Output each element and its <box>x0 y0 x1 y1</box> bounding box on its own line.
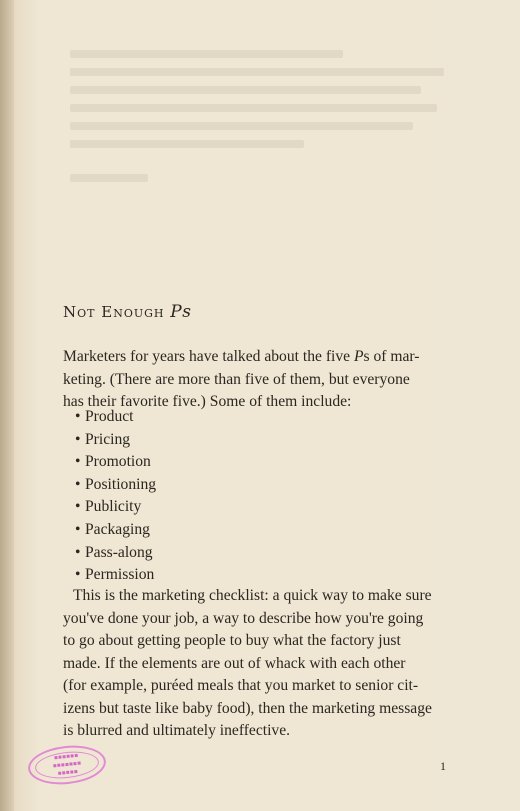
bullet-icon: • <box>75 430 81 448</box>
list-item: • Promotion <box>75 451 156 474</box>
bullet-icon: • <box>75 475 81 493</box>
list-item: • Pass-along <box>75 542 156 565</box>
bullet-icon: • <box>75 498 81 516</box>
paragraph-line: you've done your job, a way to describe how you're going <box>63 609 424 627</box>
paragraph-line: (for example, puréed meals that you market to senior cit- <box>63 677 419 694</box>
bullet-icon: • <box>75 408 81 425</box>
list-item: • Pricing <box>75 429 156 452</box>
list-item: • Positioning <box>75 474 156 497</box>
five-ps-list <box>75 406 156 587</box>
list-item: • Packaging <box>75 519 156 542</box>
intro-paragraph <box>63 346 458 414</box>
paragraph-line: made. If the elements are out of whack with each other <box>63 654 406 672</box>
bullet-icon: • <box>75 543 81 561</box>
paragraph-line: is blurred and ultimately ineffective. <box>63 722 291 739</box>
paragraph-line: izens but taste like baby food), then the marketing message <box>63 699 432 717</box>
library-stamp-icon: ▪▪▪▪▪▪ ▪▪▪▪▪▪▪ ▪▪▪▪▪ <box>26 742 108 788</box>
paragraph-line: to go about getting people to buy what the factory just <box>63 632 401 649</box>
closing-paragraph <box>63 585 458 743</box>
section-heading-italic: Ps <box>170 302 192 322</box>
show-through-text <box>70 40 460 260</box>
list-item: • Product <box>75 406 156 429</box>
bullet-icon: • <box>75 520 81 538</box>
list-item: • Permission <box>75 564 156 587</box>
list-item: • Publicity <box>75 496 156 519</box>
paragraph-line: This is the marketing checklist: a quick way to make sure <box>73 587 432 604</box>
bullet-icon: • <box>75 566 81 584</box>
section-heading-text: Not Enough <box>63 303 165 321</box>
section-heading <box>63 302 192 322</box>
book-spine-shadow <box>0 0 14 811</box>
page-number: 1 <box>440 759 446 773</box>
paragraph-line: keting. (There are more than five of them, but everyone <box>63 370 410 388</box>
paragraph-line: Marketers for years have talked about the five Ps of mar- <box>63 348 420 365</box>
paragraph-line: has their favorite five.) Some of them include: <box>63 393 352 410</box>
bullet-icon: • <box>75 453 81 471</box>
